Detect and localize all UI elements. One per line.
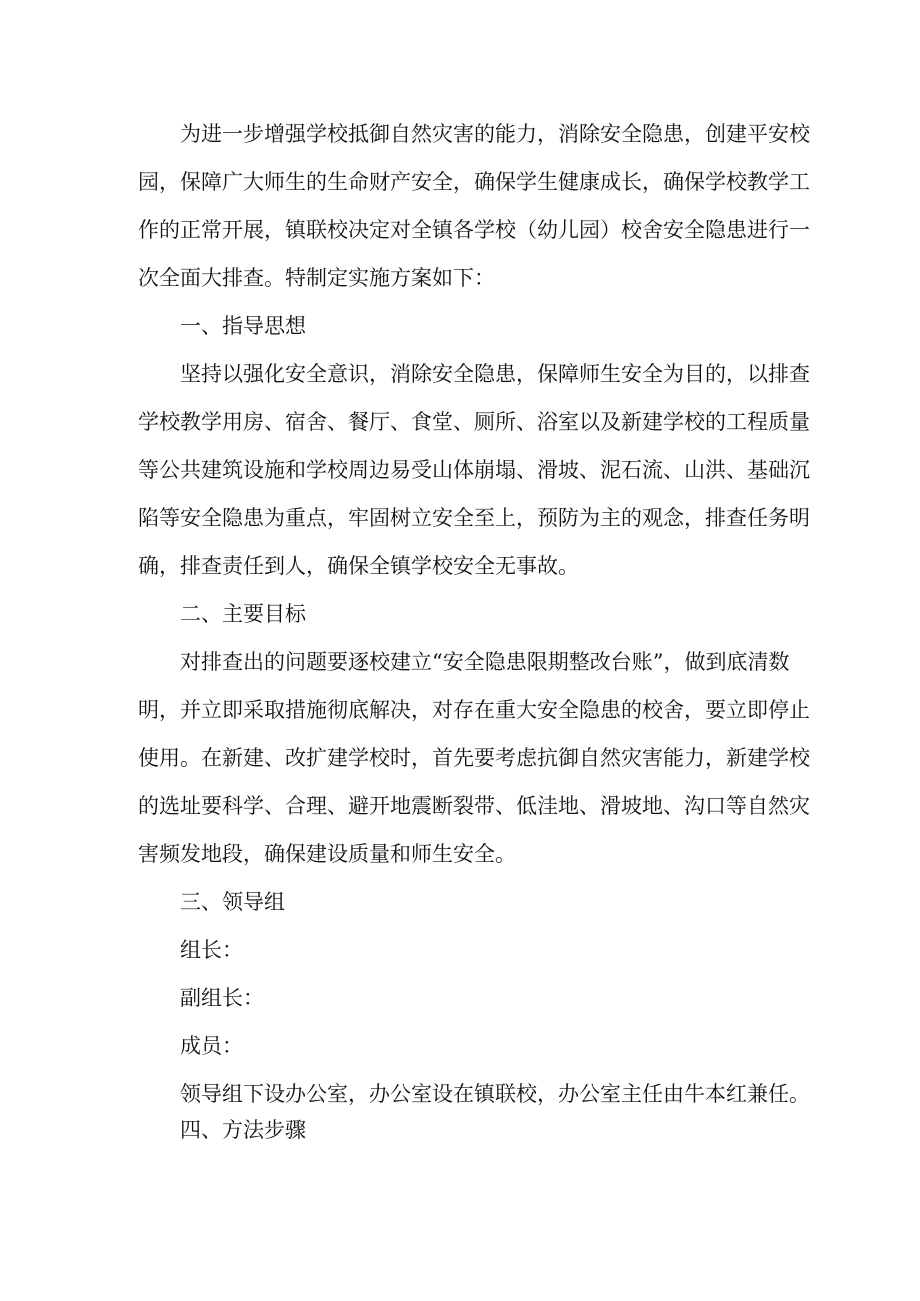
paragraph-line: 坚持以强化安全意识，消除安全隐患，保障师生安全为目的，以排查 (180, 362, 810, 386)
paragraph-line: 的选址要科学、合理、避开地震断裂带、低洼地、滑坡地、沟口等自然灾 (138, 794, 810, 818)
paragraph-line: 为进一步增强学校抵御自然灾害的能力，消除安全隐患，创建平安校 (180, 122, 810, 146)
paragraph-line: 园，保障广大师生的生命财产安全，确保学生健康成长，确保学校教学工 (138, 170, 810, 194)
paragraph-line: 确，排查责任到人，确保全镇学校安全无事故。 (138, 554, 579, 578)
deputy-leader-label: 副组长： (180, 986, 264, 1010)
document-body (138, 110, 810, 1148)
paragraph-main-goals (138, 638, 810, 878)
section-heading-main-goals: 二、主要目标 (180, 602, 306, 626)
paragraph-line: 陷等安全隐患为重点，牢固树立安全至上，预防为主的观念，排查任务明 (138, 506, 810, 530)
paragraph-line: 学校教学用房、宿舍、餐厅、食堂、厕所、浴室以及新建学校的工程质量 (138, 410, 810, 434)
leader-label: 组长： (180, 938, 243, 962)
paragraph-line: 害频发地段，确保建设质量和师生安全。 (138, 842, 516, 866)
section-heading-guiding-ideology: 一、指导思想 (180, 314, 306, 338)
paragraph-guiding-ideology (138, 350, 810, 590)
paragraph-line: 明，并立即采取措施彻底解决，对存在重大安全隐患的校舍，要立即停止 (138, 698, 810, 722)
paragraph-line: 等公共建筑设施和学校周边易受山体崩塌、滑坡、泥石流、山洪、基础沉 (138, 458, 810, 482)
section-heading-method-steps: 四、方法步骤 (180, 1118, 306, 1142)
paragraph-line: 次全面大排查。特制定实施方案如下： (138, 266, 495, 290)
paragraph-intro (138, 110, 810, 302)
members-label: 成员： (180, 1034, 243, 1058)
paragraph-line: 作的正常开展，镇联校决定对全镇各学校（幼儿园）校舍安全隐患进行一 (138, 218, 810, 242)
office-note: 领导组下设办公室，办公室设在镇联校，办公室主任由牛本红兼任。 (180, 1082, 810, 1106)
section-heading-leadership-group: 三、领导组 (180, 890, 285, 914)
paragraph-line: 对排查出的问题要逐校建立“安全隐患限期整改台账”，做到底清数 (180, 650, 790, 674)
paragraph-line: 使用。在新建、改扩建学校时，首先要考虑抗御自然灾害能力，新建学校 (138, 746, 810, 770)
